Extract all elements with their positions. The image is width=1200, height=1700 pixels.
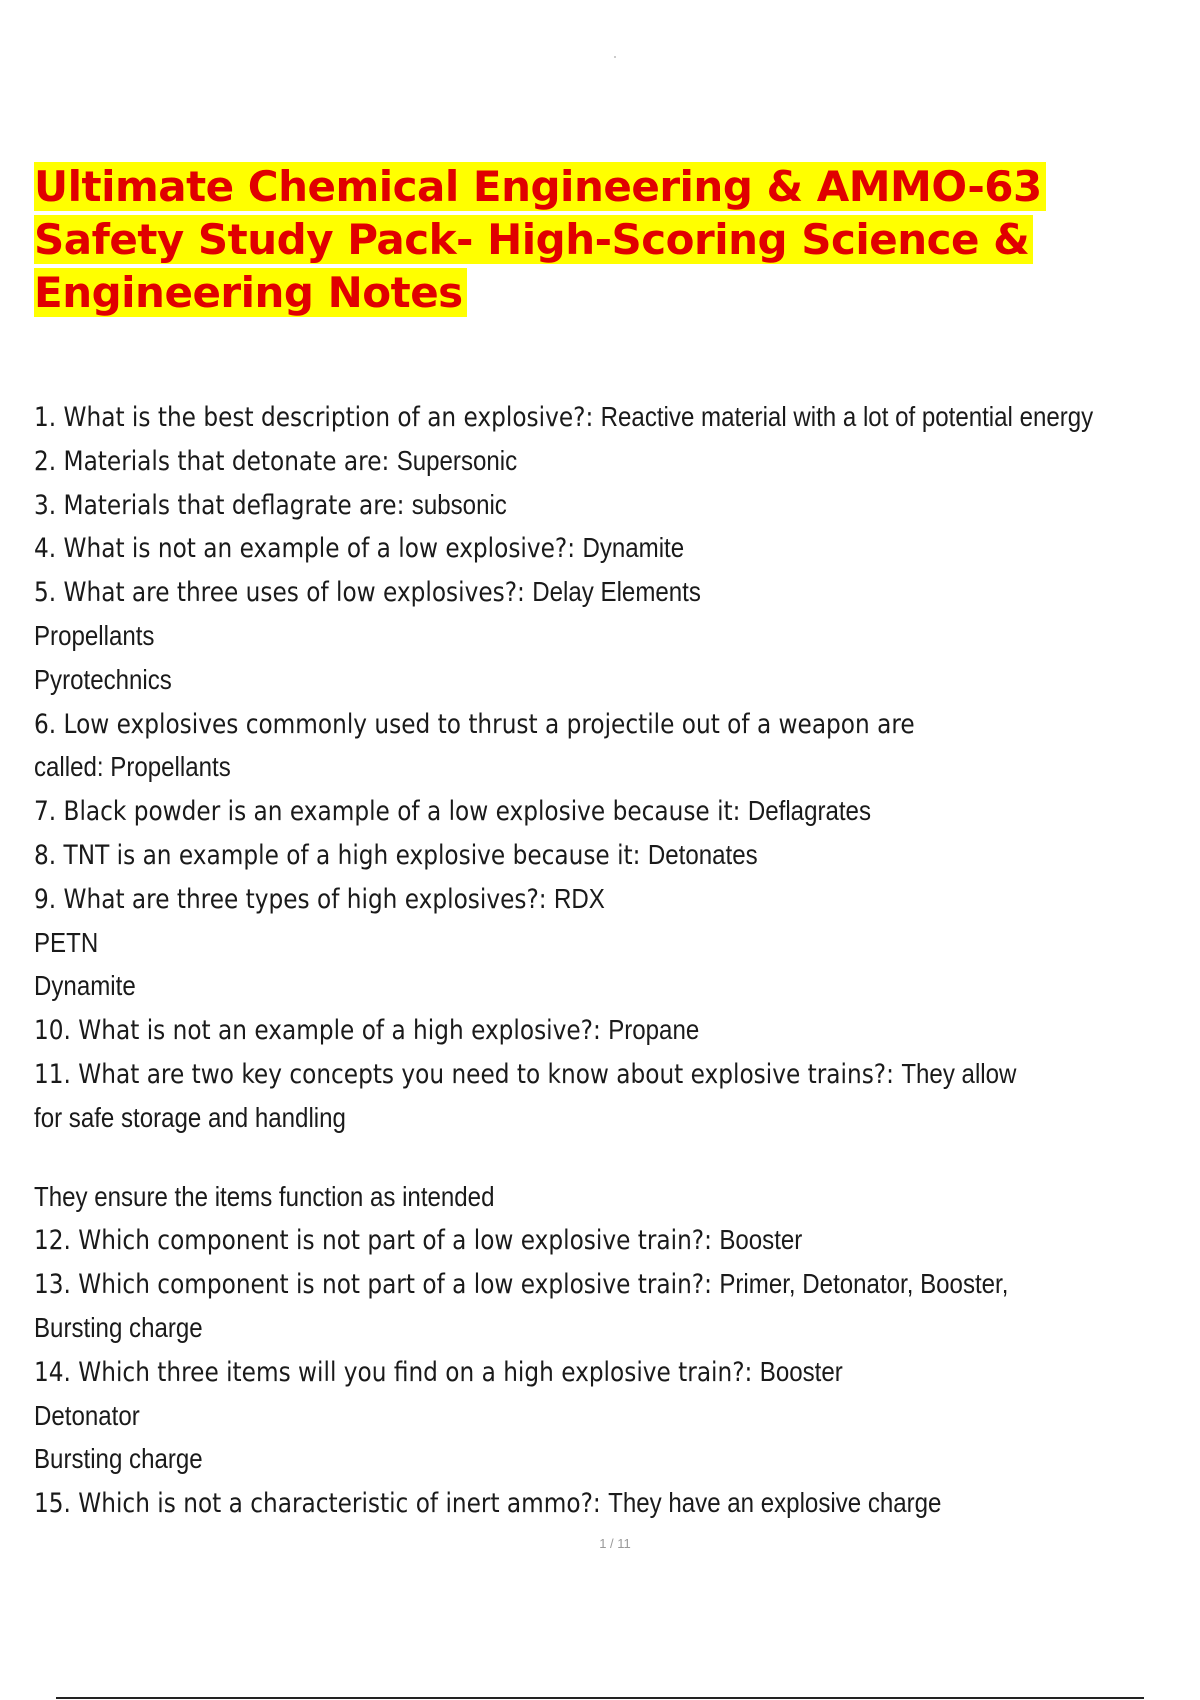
qa-line xyxy=(34,838,875,873)
answer-text: Propellants xyxy=(34,620,155,651)
qa-line xyxy=(34,1267,1167,1302)
answer-text: PETN xyxy=(34,926,99,958)
answer-text: Supersonic xyxy=(396,444,518,476)
answer-text: They ensure the items function as intended xyxy=(34,1180,495,1212)
answer-text: Booster xyxy=(719,1224,803,1256)
qa-line xyxy=(34,1101,397,1136)
question-text: 3. Materials that deflagrate are: xyxy=(34,489,412,521)
qa-line xyxy=(34,1057,1176,1092)
qa-line-text xyxy=(34,1486,941,1521)
question-text: 9. What are three types of high explosives?: xyxy=(34,883,555,915)
document-title xyxy=(34,160,1174,319)
scan-speck xyxy=(614,56,616,58)
answer-text: Dynamite xyxy=(34,970,136,1002)
qa-line-text xyxy=(34,488,507,523)
qa-line xyxy=(34,1399,157,1434)
question-text: 11. What are two key concepts you need to know about explosive trains?: xyxy=(34,1059,902,1090)
qa-line xyxy=(34,531,790,566)
question-text: 15. Which is not a characteristic of inert ammo?: xyxy=(34,1488,609,1520)
question-text: 1. What is the best description of an explosive?: xyxy=(34,402,601,433)
page-number: 1 / 11 xyxy=(599,1536,631,1551)
qa-line-text xyxy=(34,1267,1008,1302)
question-text: 12. Which component is not part of a low explosive train?: xyxy=(34,1225,720,1257)
qa-line-text xyxy=(34,1057,1016,1092)
qa-line-text xyxy=(34,838,758,873)
qa-line-text xyxy=(34,444,517,479)
qa-line xyxy=(34,882,698,917)
qa-line-text xyxy=(34,926,98,961)
qa-line xyxy=(34,575,809,610)
answer-text: Bursting charge xyxy=(34,1312,203,1343)
page-bottom-rule xyxy=(56,1697,1144,1699)
question-text: 2. Materials that detonate are: xyxy=(34,445,397,477)
qa-line-text xyxy=(34,1355,843,1390)
qa-line-text xyxy=(34,1311,203,1346)
answer-text: for safe storage and handling xyxy=(34,1101,346,1133)
answer-text: Dynamite xyxy=(582,532,685,564)
qa-line xyxy=(34,1013,808,1048)
question-text: 6. Low explosives commonly used to thrust a projectile out of a weapon are xyxy=(34,708,915,740)
answer-text: Bursting charge xyxy=(34,1443,203,1475)
question-text: 8. TNT is an example of a high explosive because it: xyxy=(34,840,648,871)
qa-line-text xyxy=(34,794,871,829)
qa-line xyxy=(34,444,596,479)
qa-line xyxy=(34,794,1007,829)
answer-text: Detonator xyxy=(34,1399,140,1431)
qa-line-text xyxy=(34,750,231,785)
answer-text: Delay Elements xyxy=(532,576,701,608)
qa-line xyxy=(34,969,152,1004)
qa-line xyxy=(34,1486,1089,1521)
qa-line xyxy=(34,1355,974,1390)
qa-line-text xyxy=(34,707,915,742)
qa-line-text xyxy=(34,575,701,610)
question-text: 7. Black powder is an example of a low explosive because it: xyxy=(34,796,748,828)
answer-text: Primer, Detonator, Booster, xyxy=(719,1268,1009,1300)
answer-text: RDX xyxy=(554,882,605,914)
question-text: 13. Which component is not part of a low explosive train?: xyxy=(34,1269,720,1301)
qa-line xyxy=(34,1223,927,1258)
question-text: 10. What is not an example of a high explosive?: xyxy=(34,1015,609,1047)
qa-line xyxy=(34,707,1058,742)
answer-text: They allow xyxy=(901,1058,1017,1089)
qa-line-text xyxy=(34,1013,699,1048)
qa-line xyxy=(34,750,263,785)
qa-line-text xyxy=(34,663,172,698)
qa-line xyxy=(34,400,1200,435)
answer-text: They have an explosive charge xyxy=(608,1487,942,1519)
title-text: Ultimate Chemical Engineering & AMMO-63 Safety Study Pack- High-Scoring Science & Engineering Notes xyxy=(34,162,1046,317)
qa-line xyxy=(34,663,194,698)
qa-line xyxy=(34,1180,569,1215)
qa-line-text xyxy=(34,1180,494,1215)
qa-line xyxy=(34,1442,230,1477)
answer-text: called: Propellants xyxy=(34,751,231,783)
qa-line-text xyxy=(34,1399,140,1434)
qa-line xyxy=(34,1311,230,1346)
qa-line-text xyxy=(34,1101,346,1136)
answer-text: Propane xyxy=(608,1014,700,1046)
answer-text: subsonic xyxy=(411,488,507,520)
qa-line-text xyxy=(34,1223,802,1258)
qa-line-text xyxy=(34,531,684,566)
answer-text: Pyrotechnics xyxy=(34,663,172,695)
answer-text: Booster xyxy=(759,1355,843,1387)
answer-text: Deflagrates xyxy=(747,795,871,827)
qa-line-text xyxy=(34,969,136,1004)
qa-line xyxy=(34,488,584,523)
question-text: 5. What are three uses of low explosives?: xyxy=(34,577,533,609)
question-text: 4. What is not an example of a low explosive?: xyxy=(34,533,583,565)
question-text: 14. Which three items will you find on a high explosive train?: xyxy=(34,1356,760,1388)
qa-line-text xyxy=(34,1442,203,1477)
answer-text: Detonates xyxy=(647,839,758,870)
qa-line-text xyxy=(34,400,1093,435)
qa-line-text xyxy=(34,619,154,654)
qa-line-text xyxy=(34,882,605,917)
qa-line xyxy=(34,926,109,961)
qa-line xyxy=(34,619,174,654)
answer-text: Reactive material with a lot of potential energy xyxy=(600,401,1094,432)
